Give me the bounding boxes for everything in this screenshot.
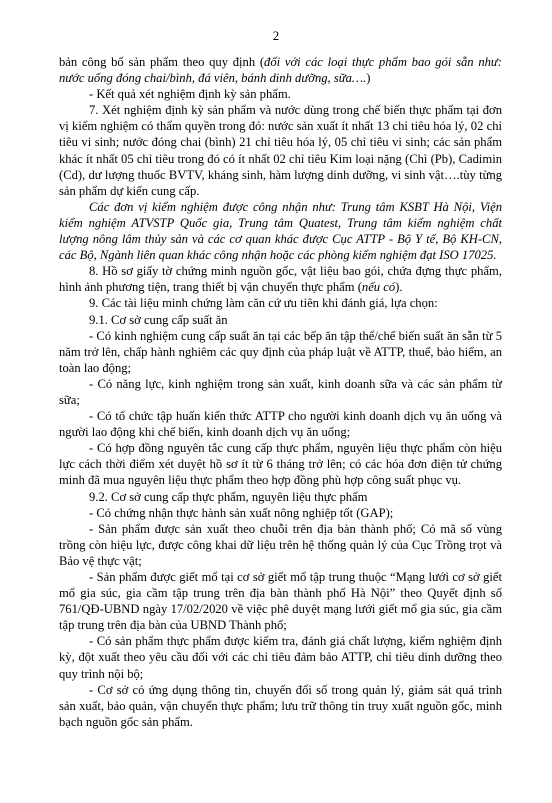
paragraph-item-9: 9. Các tài liệu minh chứng làm căn cứ ưu tiên khi đánh giá, lựa chọn: bbox=[89, 296, 438, 311]
paragraph-contract: - Có hợp đồng nguyên tắc cung cấp thực phẩm, nguyên liệu thực phẩm còn hiệu lực cách thời điểm xét duyệt hồ sơ ít từ 6 tháng trở lên; có các hóa đơn điện tử chứng minh đã mua nguyên liệu thực phẩm theo hợp đồng phù hợp công suất phục vụ. bbox=[59, 441, 502, 488]
paragraph-meal-experience: - Có kinh nghiệm cung cấp suất ăn tại các bếp ăn tập thể/chế biến suất ăn sẵn từ 5 năm trở lên, chấp hành nghiêm các quy định của pháp luật về ATTP, thuế, bảo hiểm, an toàn lao động; bbox=[59, 328, 502, 375]
paragraph-gap: - Có chứng nhận thực hành sản xuất nông nghiệp tốt (GAP); bbox=[89, 505, 394, 520]
paragraph-training: - Có tổ chức tập huấn kiến thức ATTP cho người kinh doanh dịch vụ ăn uống và người lao động khi chế biến, kinh doanh dịch vụ ăn uống; bbox=[59, 409, 502, 440]
heading-9-2: 9.2. Cơ sở cung cấp thực phẩm, nguyên liệu thực phẩm bbox=[89, 489, 368, 504]
paragraph-chain-production: - Sản phẩm được sản xuất theo chuỗi trên địa bàn thành phố; Có mã số vùng trồng còn hiệu lực, được công khai dữ liệu trên hệ thống quản lý của Cục Trồng trọt và Bảo vệ thực vật; bbox=[59, 521, 502, 568]
paragraph-testing-units: Các đơn vị kiểm nghiệm được công nhận như: Trung tâm KSBT Hà Nội, Viện kiểm nghiệm ATVSTP Quốc gia, Trung tâm Quatest, Trung tâm kiểm nghiệm chất lượng nông lâm thủy sản và các cơ quan khác được Cục ATTP - Bộ Y tế, Bộ KH-CN, các Bộ, Ngành liên quan khác công nhận hoặc các phòng kiểm nghiệm đạt ISO 17025. bbox=[59, 199, 502, 263]
paragraph-slaughter: - Sản phẩm được giết mổ tại cơ sở giết mổ tập trung thuộc “Mạng lưới cơ sở giết mổ gia súc, gia cầm tập trung trên địa bàn thành phố Hà Nội” theo Quyết định số 761/QĐ-UBND ngày 17/02/2020 về việc phê duyệt mạng lưới giết mổ gia súc, gia cầm tập trung trên địa bàn của UBND Thành phố; bbox=[59, 570, 502, 633]
page-number: 2 bbox=[272, 28, 280, 43]
document-body bbox=[59, 54, 502, 730]
heading-9-1: 9.1. Cơ sở cung cấp suất ăn bbox=[89, 312, 228, 327]
paragraph-milk-capacity: - Có năng lực, kinh nghiệm trong sản xuất, kinh doanh sữa và các sản phẩm từ sữa; bbox=[59, 376, 502, 407]
paragraph-digital-transformation: - Cơ sở có ứng dụng thông tin, chuyển đổi số trong quản lý, giám sát quá trình sản xuất, bảo quản, vận chuyển thực phẩm; lưu trữ thông tin truy xuất nguồn gốc, minh bạch nguồn gốc sản phẩm. bbox=[59, 682, 502, 729]
paragraph-item-8: 8. Hồ sơ giấy tờ chứng minh nguồn gốc, vật liệu bao gói, chứa đựng thực phẩm, hình ảnh phương tiện, trang thiết bị vận chuyển thực phẩm (nếu có). bbox=[59, 264, 502, 295]
paragraph-periodic-test-result: - Kết quả xét nghiệm định kỳ sản phẩm. bbox=[89, 87, 291, 102]
paragraph-product-declaration: bản công bố sản phẩm theo quy định (đối với các loại thực phẩm bao gói sẵn như: nước uống đóng chai/bình, đá viên, bánh dinh dưỡng, sữa….) bbox=[59, 55, 502, 86]
paragraph-item-7: 7. Xét nghiệm định kỳ sản phẩm và nước dùng trong chế biến thực phẩm tại đơn vị kiểm nghiệm có thẩm quyền trong đó: nước sản xuất ít nhất 13 chỉ tiêu hóa lý, 02 chỉ tiêu vi sinh; nước đóng chai (bình) 21 chỉ tiêu hóa lý, 05 chỉ tiêu vi sinh; các sản phẩm khác ít nhất 05 chỉ tiêu trong đó có ít nhất 02 chỉ tiêu Kim loại nặng (Chì (Pb), Cadimin (Cd), dư lượng thuốc BVTV, kháng sinh, hàm lượng dinh dưỡng, vi sinh vật….tùy từng sản phẩm dự kiến cung cấp. bbox=[59, 103, 502, 198]
paragraph-quality-check: - Có sản phẩm thực phẩm được kiểm tra, đánh giá chất lượng, kiểm nghiệm định kỳ, đột xuất theo yêu cầu đối với các chỉ tiêu đảm bảo ATTP, chỉ tiêu dinh dưỡng theo quy trình nội bộ; bbox=[59, 634, 502, 681]
